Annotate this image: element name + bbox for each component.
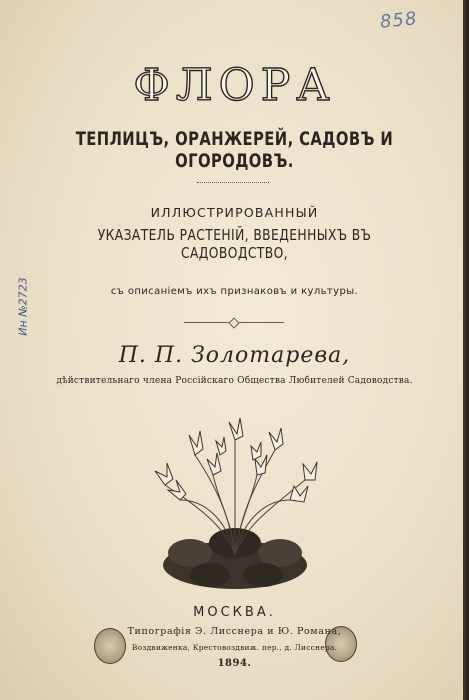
illustrated-label: ИЛЛЮСТРИРОВАННЫЙ — [150, 205, 319, 220]
cyclamen-illustration — [135, 415, 335, 595]
publication-city: МОСКВА. — [193, 605, 276, 620]
printer-address: Воздвиженка, Крестовоздвиж. пер., д. Лисснера. — [131, 643, 338, 652]
printer-name: Типографія Э. Лисснера и Ю. Романа, — [127, 626, 342, 637]
index-line: УКАЗАТЕЛЬ РАСТЕНІЙ, ВВЕДЕННЫХЪ ВЪ САДОВОДСТВО, — [97, 226, 372, 262]
ornament-divider — [184, 322, 284, 323]
shelf-mark: 858 — [379, 8, 419, 33]
description-line: съ описаніемъ ихъ признаковъ и культуры. — [110, 286, 359, 297]
book-title: ФЛОРА — [133, 60, 336, 111]
author-name: П. П. Золотарева, — [118, 343, 351, 368]
author-affiliation: дѣйствительнаго члена Россійскаго Общества Любителей Садоводства. — [56, 376, 413, 386]
inventory-note: Ин №2723 — [16, 277, 30, 336]
dotted-divider — [197, 182, 269, 183]
book-subtitle: ТЕПЛИЦЪ, ОРАНЖЕРЕЙ, САДОВЪ И ОГОРОДОВЪ. — [75, 128, 394, 172]
publication-year: 1894. — [217, 658, 252, 669]
